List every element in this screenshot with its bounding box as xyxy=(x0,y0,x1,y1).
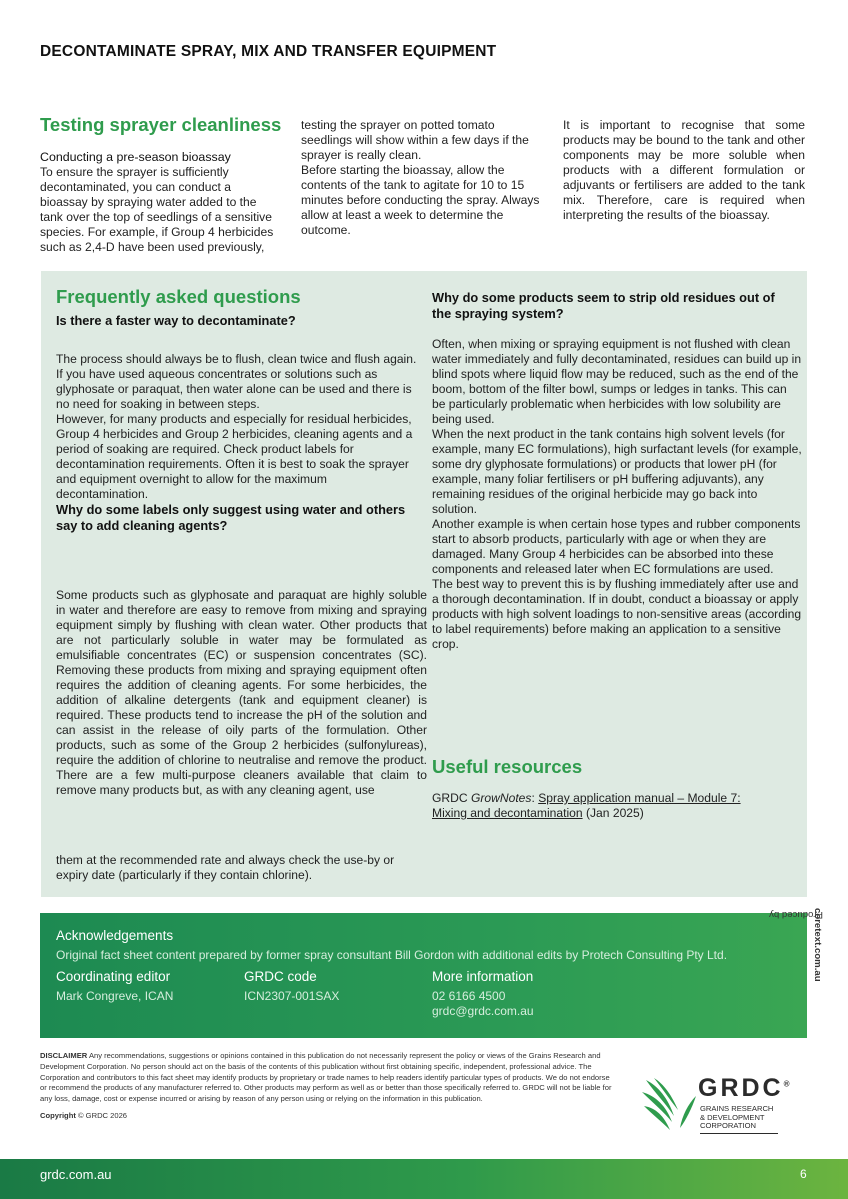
logo-wordmark: GRDC xyxy=(698,1074,784,1102)
logo-registered: ® xyxy=(783,1079,790,1089)
editor-value: Mark Congreve, ICAN xyxy=(56,989,174,1003)
page-footer xyxy=(0,1159,848,1199)
disclaimer-text: Any recommendations, suggestions or opinions contained in this publication do not necessarily represent the policy or views of the Grains Research and Development Corporation. No person should act on the basis of the contents of this publication without first obtaining specific, independent, professional advice. The Corporation and contributors to this fact sheet may identify products by proprietary or trade names to help readers identify particular types of products. We do not endorse or recommend the products of any manufacturer referred to. Other products may perform as well as or better than those specifically referred to. GRDC will not be liable for any loss, damage, cost or expense incurred or arising by reason of any person using or relying on the information in this publication. xyxy=(40,1051,612,1104)
producer-credit xyxy=(769,908,825,1048)
info-label: More information xyxy=(432,969,534,984)
editor-label: Coordinating editor xyxy=(56,969,171,984)
copyright-label: Copyright xyxy=(40,1110,76,1120)
page-header: DECONTAMINATE SPRAY, MIX AND TRANSFER EQUIPMENT xyxy=(40,43,497,60)
paragraph: However, for many products and especially for residual herbicides, Group 4 herbicides and Group 2 herbicides, cleaning agents and a period of soaking are required. Check product labels for decontamination requirements. Often it is best to soak the sprayer and equipment overnight to allow for the maximum decontamination. xyxy=(56,412,413,501)
faq-answer-continued: them at the recommended rate and always check the use-by or expiry date (particularly if they contain chlorine). xyxy=(56,853,395,882)
paragraph: The best way to prevent this is by flushing immediately after use and a thorough decontamination. If in doubt, conduct a bioassay or apply products with high solvent loadings to non-sensitive areas (according to label requirements) before making an application to a sensitive crop. xyxy=(432,577,802,651)
resources-entry xyxy=(432,791,792,821)
paragraph: testing the sprayer on potted tomato seedlings will show within a few days if the sprayer is really clean. xyxy=(301,118,529,162)
faq-question: Is there a faster way to decontaminate? xyxy=(56,313,296,328)
paragraph: The process should always be to flush, clean twice and flush again. If you have used aqueous concentrates or solutions such as glyphosate or paraquat, then water alone can be used and there is no need for soaking in between steps. xyxy=(56,352,417,411)
paragraph: To ensure the sprayer is sufficiently decontaminated, you can conduct a bioassay by spraying water added to the tank over the top of seedlings of a sensitive species. For example, if Group 4 herbicides such as 2,4-D have been used previously, xyxy=(40,165,274,254)
testing-col-1 xyxy=(40,150,282,255)
code-label: GRDC code xyxy=(244,969,317,984)
code-value: ICN2307-001SAX xyxy=(244,989,340,1003)
faq-answer xyxy=(56,352,422,502)
paragraph: Before starting the bioassay, allow the contents of the tank to agitate for 10 to 15 minutes before conducting the spray. Always allow at least a week to determine the outcome. xyxy=(301,163,540,237)
testing-col-2 xyxy=(301,118,541,238)
faq-title: Frequently asked questions xyxy=(56,286,301,307)
resources-title: Useful resources xyxy=(432,756,583,777)
acknowledgements-banner xyxy=(40,913,807,1038)
logo-line: CORPORATION xyxy=(700,1121,756,1131)
wheat-icon xyxy=(640,1076,696,1136)
resource-link[interactable]: Spray application manual – Module 7: xyxy=(538,791,741,805)
disclaimer xyxy=(40,1051,615,1122)
ack-text: Original fact sheet content prepared by former spray consultant Bill Gordon with additional edits by Protech Consulting Pty Ltd. xyxy=(56,948,728,962)
producer-brand: coretext.com.au xyxy=(812,908,823,982)
section-title: Testing sprayer cleanliness xyxy=(40,114,282,135)
copyright-text: © GRDC 2026 xyxy=(75,1110,128,1120)
resources-colon: : xyxy=(531,791,539,805)
faq-question: Why do some products seem to strip old residues out of the spraying system? xyxy=(432,290,775,321)
logo-line: GRAINS RESEARCH xyxy=(700,1104,774,1113)
logo-line: & DEVELOPMENT xyxy=(700,1112,765,1122)
paragraph: Often, when mixing or spraying equipment is not flushed with clean water immediately and fully decontaminated, residues can build up in blind spots where liquid flow may be reduced, such as the end of the boom, bottom of the filter bowl, sumps or ledges in tanks. This can be particularly problematic when herbicides with low solubility are being used. xyxy=(432,337,802,426)
faq-answer xyxy=(432,337,802,652)
faq-question: Why do some labels only suggest using water and others say to add cleaning agents? xyxy=(56,502,406,533)
phone-value: 02 6166 4500 xyxy=(432,989,506,1003)
resource-link-continued[interactable]: Mixing and decontamination xyxy=(432,806,583,820)
ack-title: Acknowledgements xyxy=(56,928,174,943)
footer-site-link[interactable]: grdc.com.au xyxy=(40,1167,112,1182)
grdc-logo xyxy=(640,1074,790,1140)
testing-col-3: It is important to recognise that some products may be bound to the tank and other components may be more soluble when products with a different formulation or adjuvants or fertilisers are added to the tank mix. Therefore, care is required when interpreting the results of the bioassay. xyxy=(563,118,805,222)
disclaimer-label: DISCLAIMER xyxy=(40,1051,88,1060)
email-link[interactable]: grdc@grdc.com.au xyxy=(432,1004,534,1018)
page-number: 6 xyxy=(800,1167,807,1181)
producer-prefix: Produced by xyxy=(769,909,823,920)
resources-italic: GrowNotes xyxy=(470,791,532,805)
resources-suffix: (Jan 2025) xyxy=(582,806,644,820)
paragraph: Another example is when certain hose types and rubber components start to absorb products, particularly with age or when they are damaged. Many Group 4 herbicides can be absorbed into these components and released later when EC formulations are used. xyxy=(432,517,801,576)
faq-answer: Some products such as glyphosate and paraquat are highly soluble in water and therefore are easy to remove from mixing and spraying equipment simply by flushing with clean water. Other products that are not particularly soluble in water may be formulated as emulsifiable concentrates (EC) or suspension concentrates (SC). Removing these products from mixing and spraying equipment often requires the addition of cleaning agents. For some herbicides, the addition of alkaline detergents (tank and equipment cleaner) is required. These products tend to increase the pH of the solution and can assist in the release of oily parts of the formulation. Other products, such as some of the Group 2 herbicides (sulfonylureas), require the addition of chlorine to neutralise and remove the product. There are a few multi-purpose cleaners available that claim to remove many products but, as with any cleaning agent, use xyxy=(56,588,427,797)
section-subtitle: Conducting a pre-season bioassay xyxy=(40,150,231,164)
resources-prefix: GRDC xyxy=(432,791,471,805)
paragraph: When the next product in the tank contains high solvent levels (for example, many EC formulations), high surfactant levels (for example, some dry glyphosate formulations) or products that lower pH (for example, many foliar fertilisers or pH buffering adjuvants), any remaining residues of the original herbicide may go back into solution. xyxy=(432,427,802,516)
